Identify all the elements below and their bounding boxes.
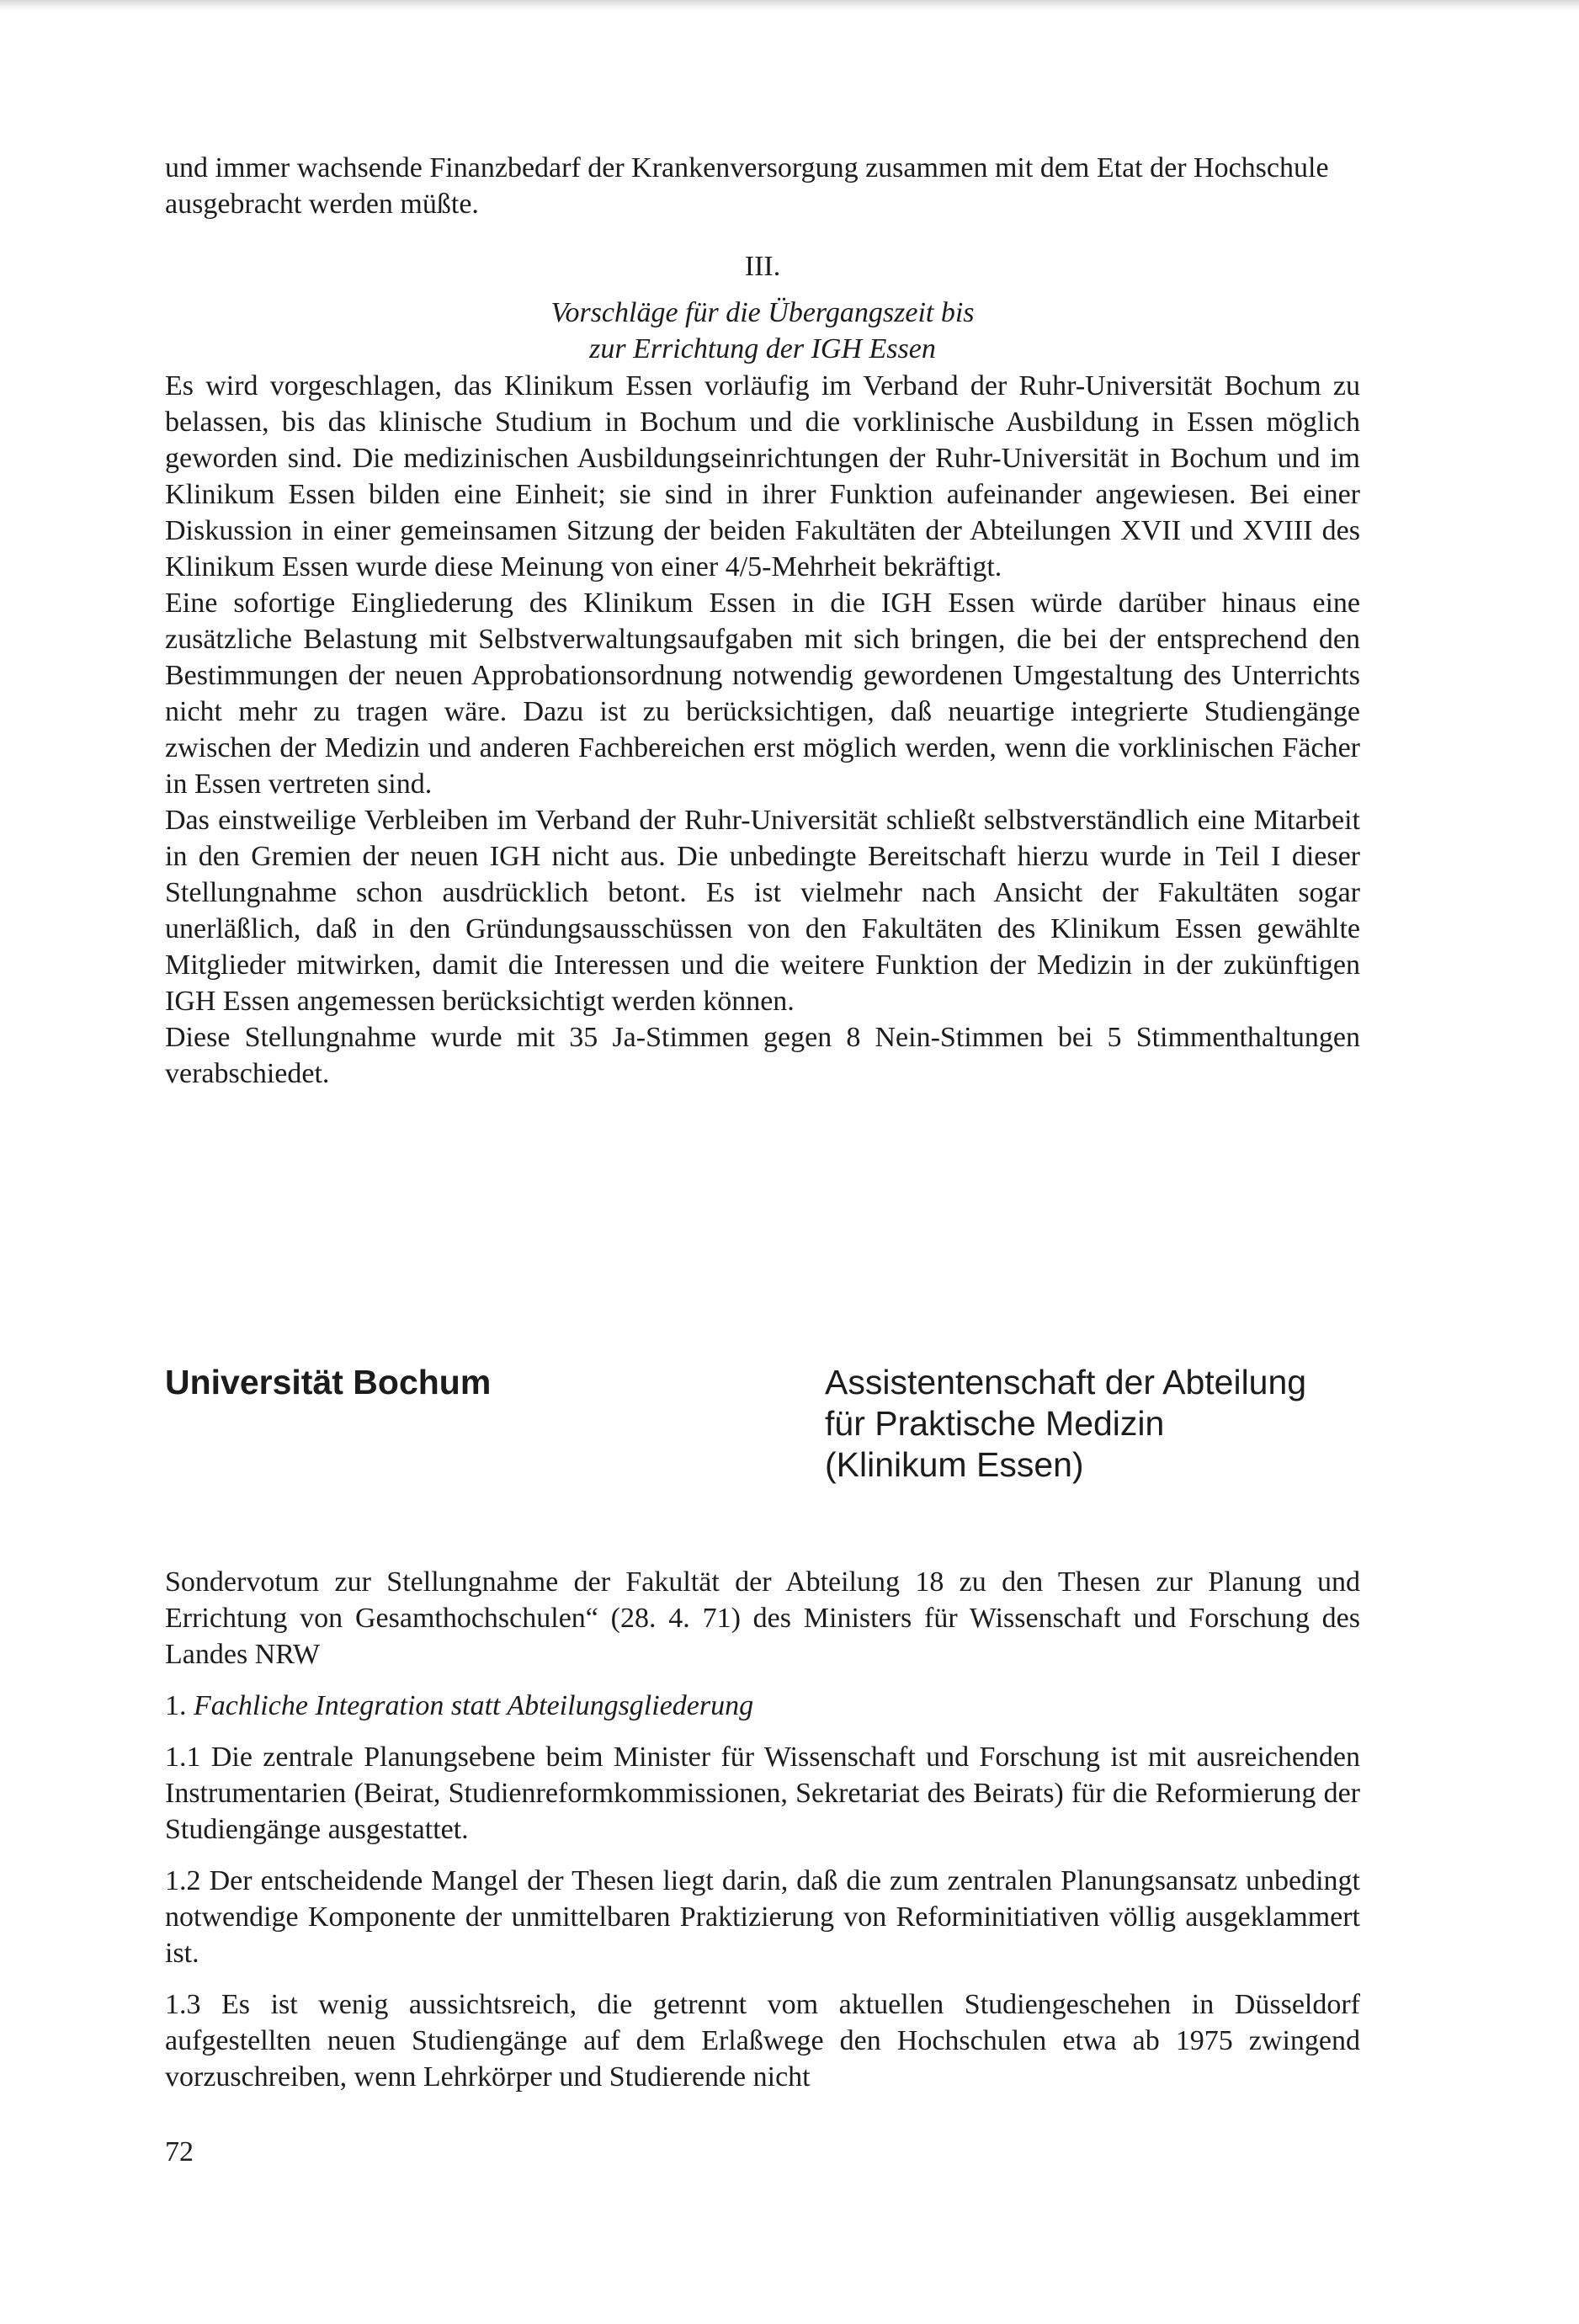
- organization-heading: [825, 1362, 1306, 1486]
- intro-paragraph: und immer wachsende Finanzbedarf der Krankenversorgung zusammen mit dem Etat der Hochschule ausgebracht werden müßte.: [165, 152, 1329, 220]
- item-1-3: 1.3 Es ist wenig aussichtsreich, die getrennt vom aktuellen Studiengeschehen in Düsseldorf aufgestellten neuen Studiengänge auf dem Erlaßwege den Hochschulen etwa ab 1975 zwingend vorzuschreiben, wenn Lehrkörper und Studierende nicht: [165, 1989, 1360, 2093]
- page-number: 72: [165, 2136, 194, 2167]
- item-1-1: 1.1 Die zentrale Planungsebene beim Minister für Wissenschaft und Forschung ist mit ausreichenden Instrumentarien (Beirat, Studienreformkommissionen, Sekretariat des Beirats) für die Reformierung der Studiengänge ausgestattet.: [165, 1742, 1360, 1845]
- section-title-line-2: zur Errichtung der IGH Essen: [589, 333, 936, 364]
- top-edge-shading: [0, 0, 1579, 10]
- body-paragraph-1: Es wird vorgeschlagen, das Klinikum Essen vorläufig im Verband der Ruhr-Universität Bochum zu belassen, bis das klinische Studium in Bochum und die vorklinische Ausbildung in Essen möglich geworden sind. Die medizinischen Ausbildungseinrichtungen der Ruhr-Universität in Bochum und im Klinikum Essen bilden eine Einheit; sie sind in ihrer Funktion aufeinander angewiesen. Bei einer Diskussion in einer gemeinsamen Sitzung der beiden Fakultäten der Abteilungen XVII und XVIII des Klinikum Essen wurde diese Meinung von einer 4/5-Mehrheit bekräftigt.: [165, 370, 1360, 582]
- body-paragraph-2: Eine sofortige Eingliederung des Klinikum Essen in die IGH Essen würde darüber hinaus eine zusätzliche Belastung mit Selbstverwaltungsaufgaben mit sich bringen, die bei der entsprechend den Bestimmungen der neuen Approbationsordnung notwendig gewordenen Umgestaltung des Unterrichts nicht mehr zu tragen wäre. Dazu ist zu berücksichtigen, daß neuartige integrierte Studiengänge zwischen der Medizin und anderen Fachbereichen erst möglich werden, wenn die vorklinischen Fächer in Essen vertreten sind.: [165, 588, 1360, 800]
- organization-heading-line-3: (Klinikum Essen): [825, 1445, 1084, 1484]
- section-body: [165, 368, 1360, 1092]
- section-numeral: III.: [744, 251, 781, 282]
- university-heading: Universität Bochum: [165, 1363, 492, 1401]
- organization-heading-line-2: für Praktische Medizin: [825, 1404, 1165, 1443]
- section-title: [165, 295, 1360, 367]
- organization-heading-line-1: Assistentenschaft der Abteilung: [825, 1363, 1307, 1401]
- sondervotum-section: [165, 1564, 1360, 2095]
- body-paragraph-4: Diese Stellungnahme wurde mit 35 Ja-Stimmen gegen 8 Nein-Stimmen bei 5 Stimmenthaltungen verabschiedet.: [165, 1022, 1360, 1089]
- subheading-number: 1.: [165, 1690, 187, 1721]
- item-1-2: 1.2 Der entscheidende Mangel der Thesen liegt darin, daß die zum zentralen Planungsansatz unbedingt notwendige Komponente der unmittelbaren Praktizierung von Reforminitiativen völlig ausgeklammert ist.: [165, 1865, 1360, 1969]
- subheading-text: Fachliche Integration statt Abteilungsgliederung: [194, 1690, 754, 1721]
- sondervotum-intro: Sondervotum zur Stellungnahme der Fakultät der Abteilung 18 zu den Thesen zur Planung und Errichtung von Gesamthochschulen“ (28. 4. 71) des Ministers für Wissenschaft und Forschung des Landes NRW: [165, 1566, 1360, 1670]
- body-paragraph-3: Das einstweilige Verbleiben im Verband der Ruhr-Universität schließt selbstverständlich eine Mitarbeit in den Gremien der neuen IGH nicht aus. Die unbedingte Bereitschaft hierzu wurde in Teil I dieser Stellungnahme schon ausdrücklich betont. Es ist vielmehr nach Ansicht der Fakultäten sogar unerläßlich, daß in den Gründungsausschüssen von den Fakultäten des Klinikum Essen gewählte Mitglieder mitwirken, damit die Interessen und die weitere Funktion der Medizin in der zukünftigen IGH Essen angemessen berücksichtigt werden können.: [165, 805, 1360, 1017]
- sondervotum-subheading: [165, 1688, 1360, 1724]
- section-title-line-1: Vorschläge für die Übergangszeit bis: [550, 297, 975, 328]
